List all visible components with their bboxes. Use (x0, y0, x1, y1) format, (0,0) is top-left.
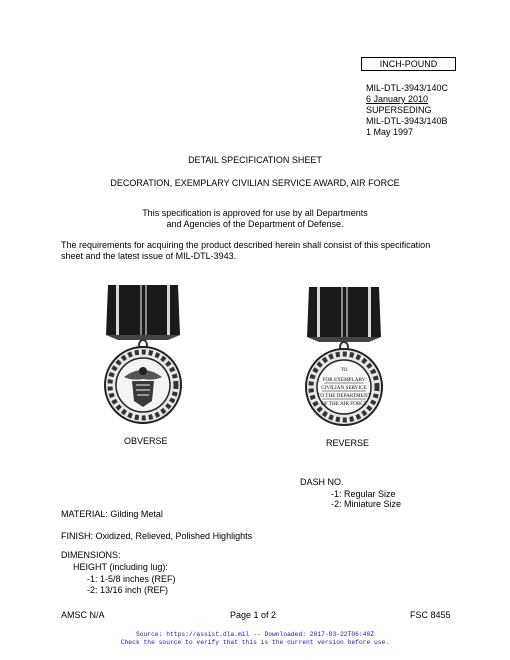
dimension-item-1: -1: 1-5/8 inches (REF) (87, 574, 176, 584)
reverse-label: REVERSE (326, 438, 370, 448)
superseded-date: 1 May 1997 (366, 127, 414, 137)
dash-item-1: -1: Regular Size (331, 489, 396, 499)
source-line-1: Source: https://assist.dla.mil -- Downloaded: 2017-03-22T06:40Z (135, 631, 375, 638)
approval-statement (0, 208, 510, 230)
reverse-line-1: TO (340, 367, 348, 373)
source-line-2: Check the source to verify that this is the current version before use. (120, 639, 390, 646)
reverse-line-2: FOR EXEMPLARY (322, 377, 366, 383)
obverse-medal-image (96, 285, 191, 435)
reverse-line-3: CIVILIAN SERVICE (321, 385, 367, 391)
dimensions-heading: DIMENSIONS: (61, 550, 121, 560)
spec-date: 6 January 2010 (366, 94, 429, 104)
requirements-paragraph (61, 240, 430, 262)
page-title: DETAIL SPECIFICATION SHEET (188, 155, 322, 165)
material-line: MATERIAL: Gilding Metal (61, 509, 163, 519)
source-notice (0, 631, 510, 647)
inch-pound-box: INCH-POUND (361, 57, 456, 71)
reverse-line-5: OF THE AIR FORCE (321, 401, 367, 407)
superseding-label: SUPERSEDING (366, 105, 432, 115)
reverse-line-4: TO THE DEPARTMENT (317, 393, 371, 399)
footer-page-number: Page 1 of 2 (230, 610, 277, 620)
requirements-line-2: sheet and the latest issue of MIL-DTL-3943. (61, 251, 237, 261)
obverse-label: OBVERSE (124, 436, 168, 446)
dash-item-2: -2: Miniature Size (331, 499, 402, 509)
dimension-item-2: -2: 13/16 inch (REF) (87, 585, 169, 595)
spec-header-block (366, 83, 448, 138)
ribbon-icon (106, 285, 180, 340)
reverse-medal-image (297, 287, 392, 437)
finish-line: FINISH: Oxidized, Relieved, Polished Highlights (61, 531, 253, 541)
footer-amsc: AMSC N/A (61, 610, 105, 620)
page-subtitle: DECORATION, EXEMPLARY CIVILIAN SERVICE AWARD, AIR FORCE (110, 178, 400, 188)
dimensions-subheading: HEIGHT (including lug): (73, 562, 168, 572)
spec-number: MIL-DTL-3943/140C (366, 83, 449, 93)
superseded-number: MIL-DTL-3943/140B (366, 116, 448, 126)
approval-line-1: This specification is approved for use by all Departments (142, 208, 368, 218)
dash-heading: DASH NO. (300, 477, 344, 487)
requirements-line-1: The requirements for acquiring the product described herein shall consist of this specification (61, 240, 431, 250)
ribbon-icon (307, 287, 381, 342)
footer-fsc: FSC 8455 (410, 610, 451, 620)
approval-line-2: and Agencies of the Department of Defense. (166, 219, 344, 229)
